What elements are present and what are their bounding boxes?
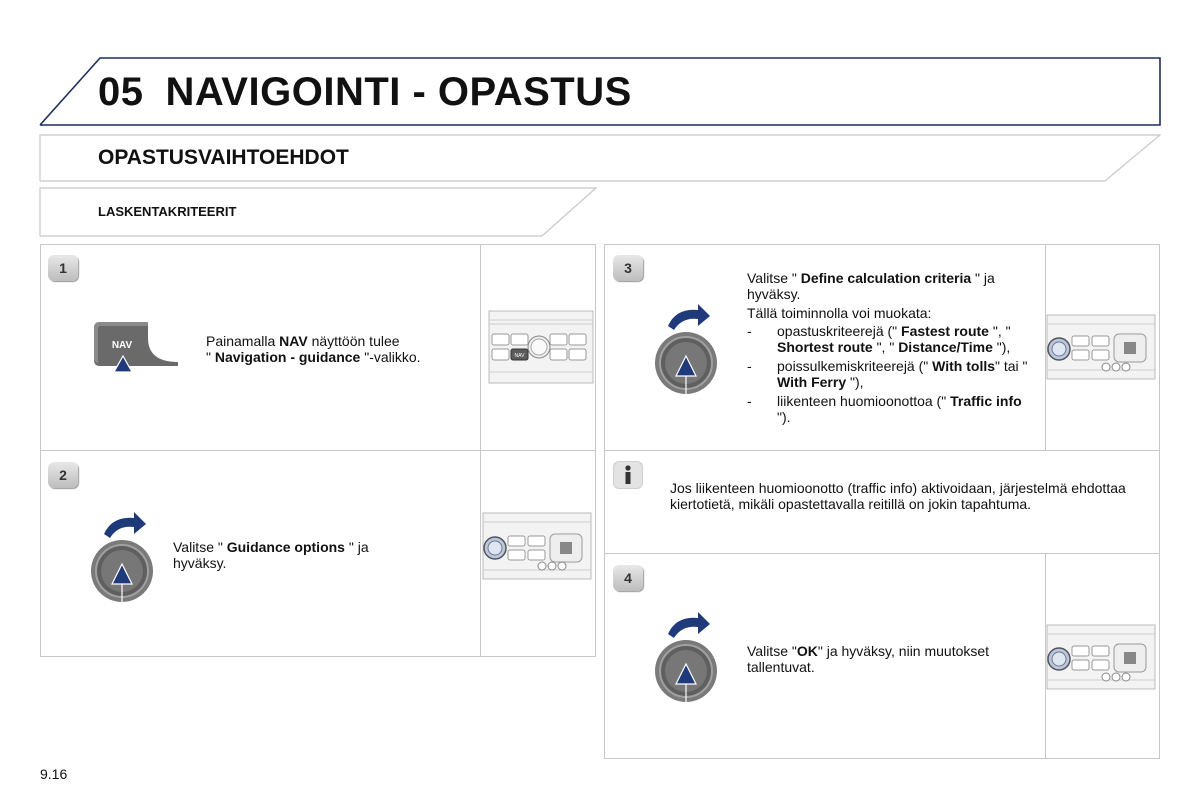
rotary-knob-illustration <box>88 508 160 604</box>
step-1-text: Painamalla NAV näyttöön tulee " Navigation - guidance "-valikko. <box>206 333 421 365</box>
step-3-text: Valitse " Define calculation criteria " ja hyväksy. Tällä toiminnolla voi muokata: - opastuskriteerejä (" Fastest route ", " Shortest route ", " Distance/Time "), - poissulkemiskriteerejä (" With tolls" tai " With Ferry "), - liikenteen huomioonottoa (" Traffic info "). <box>747 270 1039 428</box>
info-text: Jos liikenteen huomioonotto (traffic info) aktivoidaan, järjestelmä ehdottaa kiertotietä, mikäli opastettavalla reitillä on jokin tapahtuma. <box>670 480 1126 512</box>
criteria-item: - liikenteen huomioonottoa (" Traffic info "). <box>747 393 1022 425</box>
page-number: 9.16 <box>40 766 68 782</box>
step-4-text: Valitse "OK" ja hyväksy, niin muutokset tallentuvat. <box>747 643 990 675</box>
criteria-list <box>747 323 1039 425</box>
step-4-badge: 4 <box>613 565 643 591</box>
nav-key-illustration <box>90 318 182 392</box>
radio-panel-knob-illustration <box>1046 314 1156 380</box>
step-1-badge: 1 <box>48 255 78 281</box>
rotary-knob-illustration <box>652 300 724 396</box>
chapter-number: 05 <box>98 70 144 114</box>
section-title: OPASTUSVAIHTOEHDOT <box>98 146 349 169</box>
step-2-text: Valitse " Guidance options " ja hyväksy. <box>173 539 369 571</box>
criteria-item: - opastuskriteerejä (" Fastest route ", " Shortest route ", " Distance/Time "), <box>747 323 1011 355</box>
rotary-knob-illustration <box>652 608 724 704</box>
radio-panel-knob-illustration <box>1046 624 1156 690</box>
step-2-badge: 2 <box>48 462 78 488</box>
chapter-title <box>98 70 632 115</box>
nav-key-label: NAV <box>111 340 133 351</box>
right-panel-row-divider-1 <box>604 450 1160 451</box>
radio-panel-knob-illustration <box>482 512 592 580</box>
subsection-title: LASKENTAKRITEERIT <box>98 204 237 219</box>
info-icon <box>613 461 643 489</box>
step-3-badge: 3 <box>613 255 643 281</box>
right-panel-row-divider-2 <box>604 553 1160 554</box>
radio-panel-nav-illustration <box>488 310 594 384</box>
chapter-title-text: NAVIGOINTI - OPASTUS <box>165 70 632 114</box>
radio-nav-label: NAV <box>514 353 525 359</box>
left-panel-row-divider <box>40 450 596 451</box>
criteria-item: - poissulkemiskriteerejä (" With tolls" tai " With Ferry "), <box>747 358 1028 390</box>
